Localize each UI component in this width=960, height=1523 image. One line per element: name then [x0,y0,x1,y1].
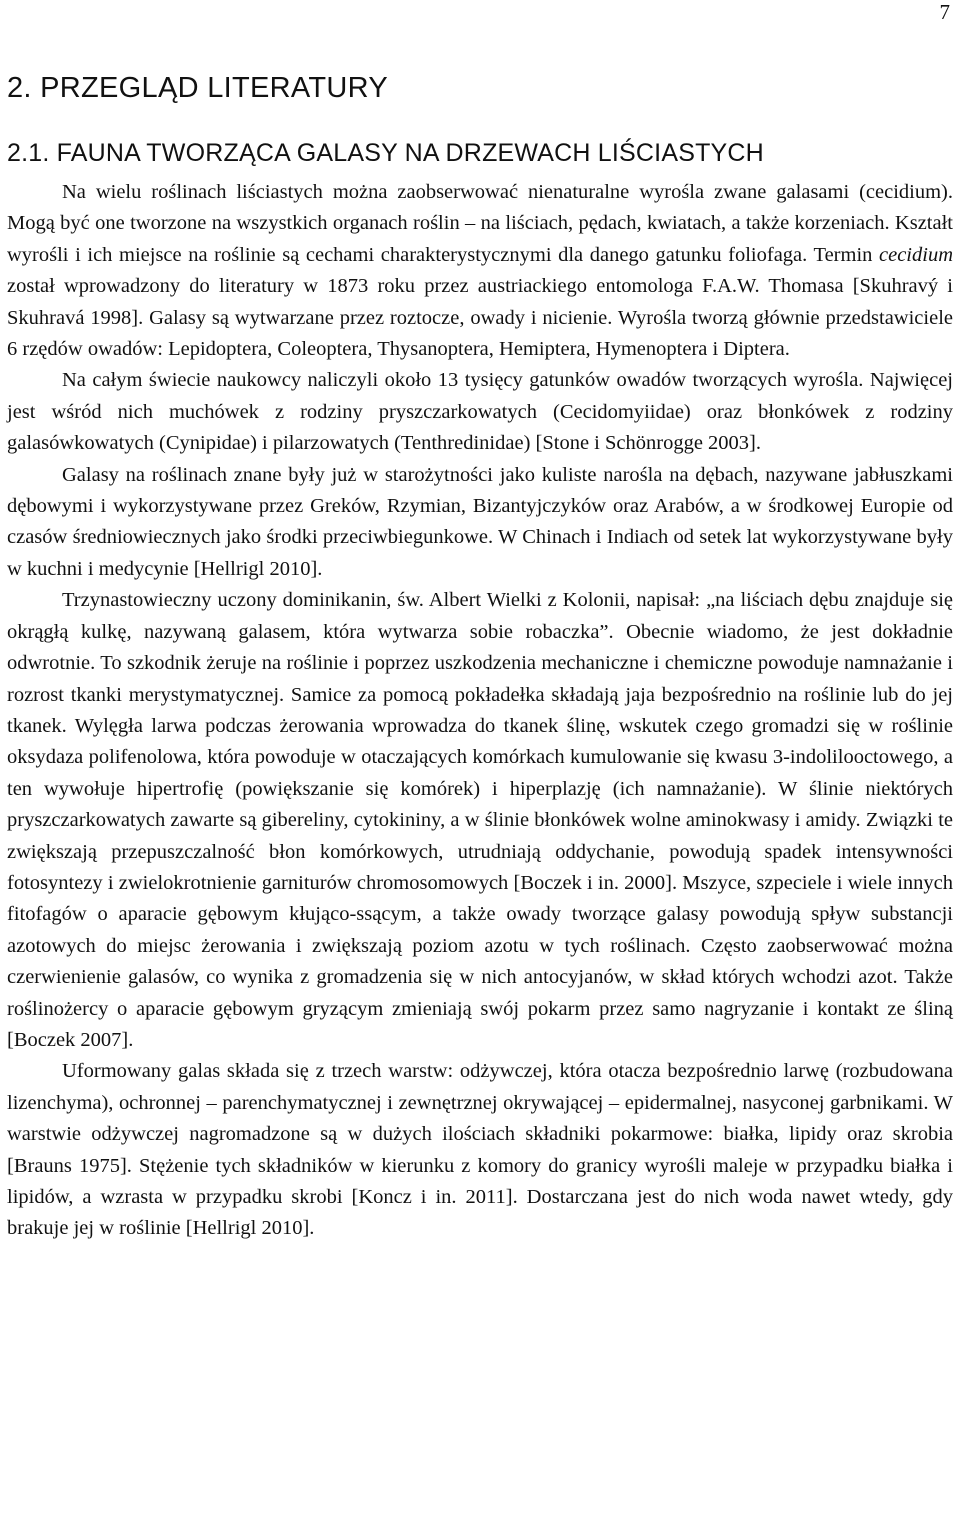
paragraph-2: Na całym świecie naukowcy naliczyli około 13 tysięcy gatunków owadów tworzących wyrośla. Najwięcej jest wśród nich muchówek z rodziny pryszczarkowatych (Cecidomyiidae) oraz błonkówek z rodziny galasówkowatych (Cynipidae) i pilarzowatych (Tenthredinidae) [Stone i Schönrogge 2003]. [7,369,953,455]
paragraph-3: Galasy na roślinach znane były już w starożytności jako kuliste narośla na dębach, nazywane jabłuszkami dębowymi i wykorzystywane przez Greków, Rzymian, Bizantyjczyków oraz Arabów, a w środkowej Europie od czasów średniowiecznych jako środki przeciwbiegunkowe. W Chinach i Indiach od setek lat wykorzystywane były w kuchni i medycynie [Hellrigl 2010]. [7,463,953,580]
paragraph-5: Uformowany galas składa się z trzech warstw: odżywczej, która otacza bezpośrednio larwę (rozbudowana lizenchyma), ochronnej – parenchymatycznej i zewnętrznej okrywającej – epidermalnej, nasyconej garbnikami. W warstwie odżywczej nagromadzone są w dużych ilościach składniki pokarmowe: białka, lipidy oraz skrobia [Brauns 1975]. Stężenie tych składników w kierunku z komory do granicy wyrośli maleje w przypadku białka i lipidów, a wzrasta w przypadku skrobi [Koncz i in. 2011]. Dostarczana jest do nich woda nawet wtedy, gdy brakuje jej w roślinie [Hellrigl 2010]. [7,1060,953,1240]
term-cecidium: cecidium [879,243,953,266]
paragraph-1-text-a: Na wielu roślinach liściastych można zaobserwować nienaturalne wyrośla zwane galasami (cecidium). Mogą być one tworzone na wszystkich organach roślin – na liściach, pędach, kwiatach, a także korzeniach. Kształt wyrośli i ich miejsce na roślinie są cechami charakterystycznymi dla danego gatunku foliofaga. Termin [7,181,953,266]
chapter-title: 2. PRZEGLĄD LITERATURY [7,72,389,104]
paragraph-1 [7,177,953,365]
paragraph-1-text-b: został wprowadzony do literatury w 1873 roku przez austriackiego entomologa F.A.W. Thomasa [Skuhravý i Skuhravá 1998]. Galasy są wytwarzane przez roztocze, owady i nicienie. Wyrośla tworzą głównie przedstawiciele 6 rzędów owadów: Lepidoptera, Coleoptera, Thysanoptera, Hemiptera, Hymenoptera i Diptera. [7,275,953,361]
section-title: 2.1. FAUNA TWORZĄCA GALASY NA DRZEWACH LIŚCIASTYCH [7,139,764,167]
document-body [7,68,953,1245]
page-number: 7 [939,0,950,24]
paragraph-4: Trzynastowieczny uczony dominikanin, św. Albert Wielki z Kolonii, napisał: „na liściach dębu znajduje się okrągłą kulkę, nazywaną galasem, która wytwarza sobie robaczka”. Obecnie wiadomo, że jest dokładnie odwrotnie. To szkodnik żeruje na roślinie i poprzez uszkodzenia mechaniczne i chemiczne powoduje namnażanie i rozrost tkanki merystymatycznej. Samice za pomocą pokładełka składają jaja bezpośrednio na roślinie lub do jej tkanek. Wylęgła larwa podczas żerowania wprowadza do tkanek ślinę, wskutek czego gromadzi się w roślinie oksydaza polifenolowa, która powoduje w otaczających komórkach kumulowanie się kwasu 3-indolilooctowego, a ten wywołuje hipertrofię (powiększanie się komórek) i hiperplazję (ich namnażanie). W ślinie niektórych pryszczarkowatych zawarte są gibereliny, cytokininy, a w ślinie błonkówek wolne aminokwasy i amidy. Związki te zwiększają przepuszczalność błon komórkowych, utrudniają oddychanie, powodują spadek intensywności fotosyntezy i zwielokrotnienie garniturów chromosomowych [Boczek i in. 2000]. Mszyce, szpeciele i wiele innych fitofagów o aparacie gębowym kłująco-ssącym, a także owady tworzące galasy powodują spływ substancji azotowych do miejsc żerowania i zwiększają poziom azotu w tych roślinach. Często zaobserwować można czerwienienie galasów, co wynika z gromadzenia się w nich antocyjanów, w skład których wchodzi azot. Także roślinożercy o aparacie gębowym gryzącym zmieniają swój pokarm przez samo nagryzanie i kontakt ze śliną [Boczek 2007]. [7,589,953,1051]
